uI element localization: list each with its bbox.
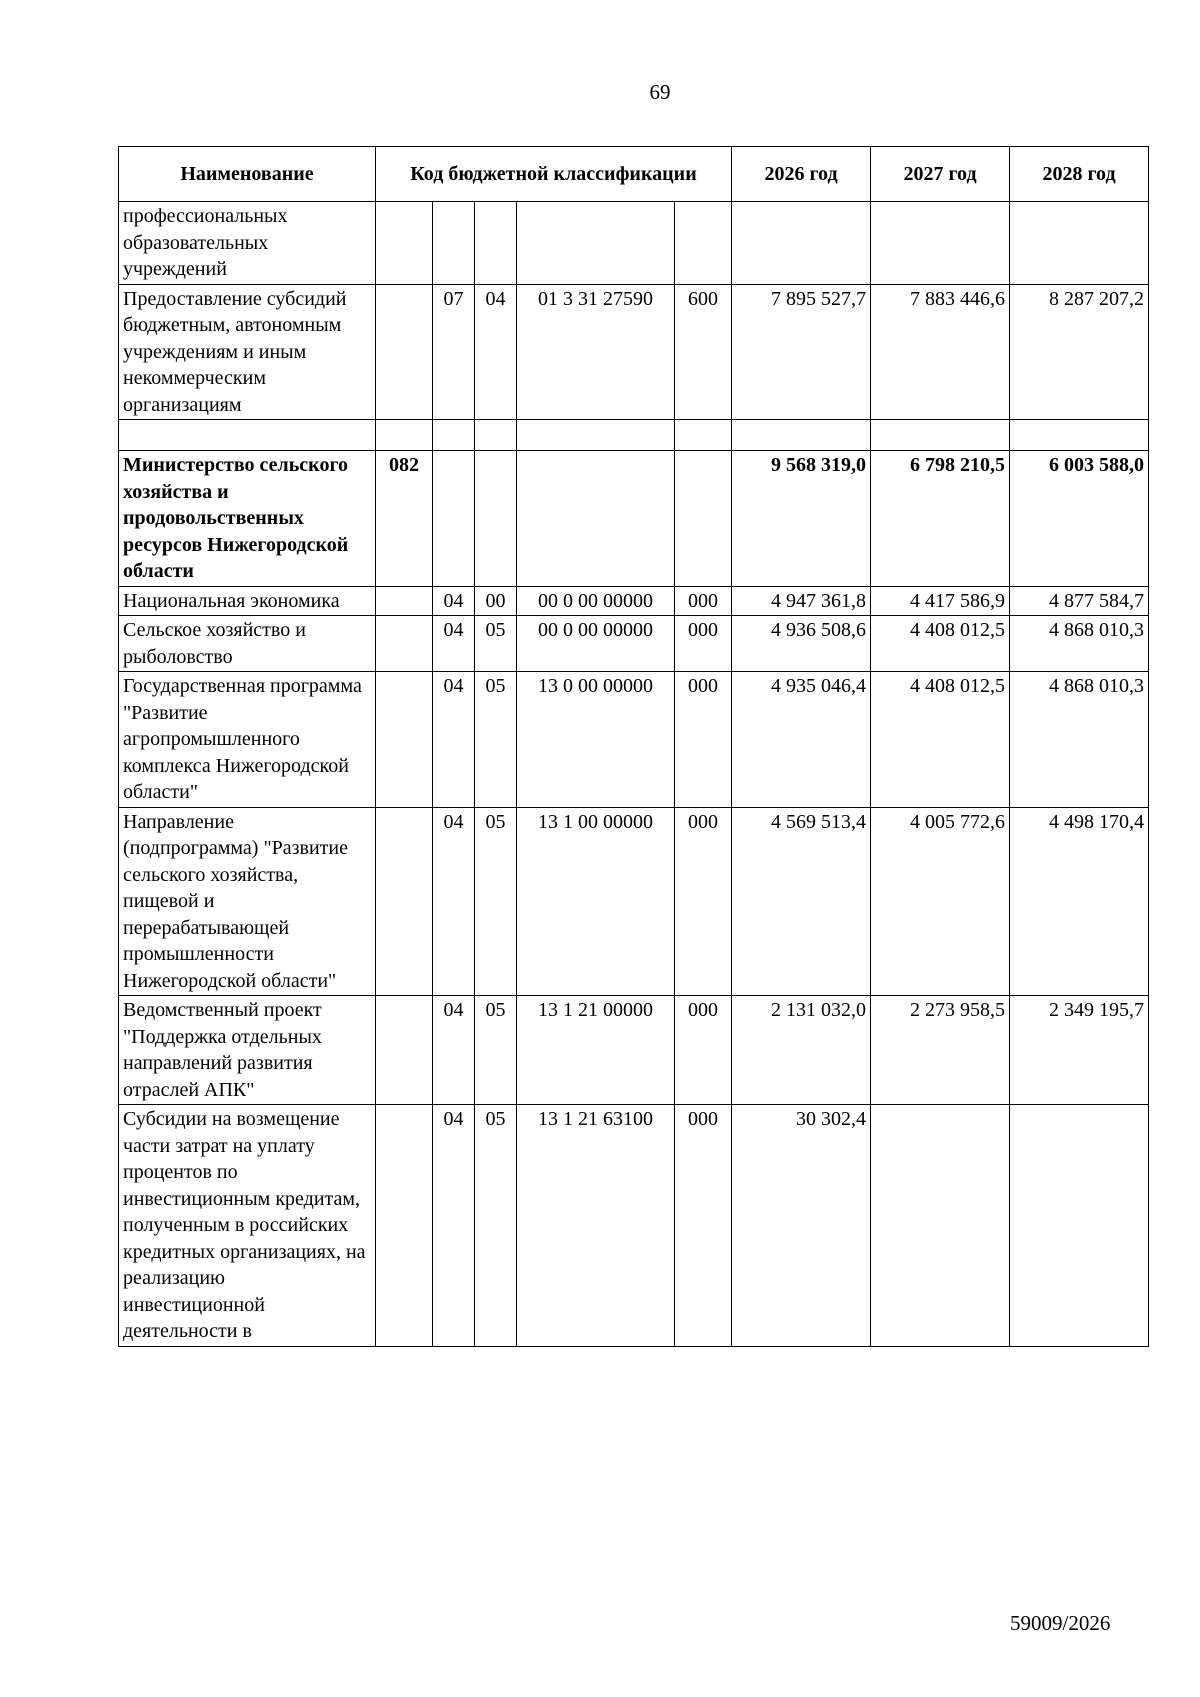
row-pr: 05 [475, 672, 517, 808]
row-2028: 6 003 588,0 [1010, 451, 1149, 587]
row-name: Государственная программа "Развитие агропромышленного комплекса Нижегородской области" [119, 672, 376, 808]
row-rz: 04 [433, 616, 475, 672]
row-name: Сельское хозяйство и рыболовство [119, 616, 376, 672]
row-2028 [1010, 420, 1149, 451]
row-ved [376, 586, 433, 616]
row-2028: 4 868 010,3 [1010, 672, 1149, 808]
row-rz [433, 451, 475, 587]
header-name: Наименование [119, 147, 376, 202]
row-2028: 4 877 584,7 [1010, 586, 1149, 616]
row-2026: 7 895 527,7 [732, 284, 871, 420]
row-2027: 4 408 012,5 [871, 616, 1010, 672]
row-2028 [1010, 202, 1149, 285]
row-2027: 2 273 958,5 [871, 996, 1010, 1105]
row-name: Национальная экономика [119, 586, 376, 616]
row-2028: 4 868 010,3 [1010, 616, 1149, 672]
row-vr: 000 [675, 586, 732, 616]
row-2026 [732, 202, 871, 285]
row-rz: 04 [433, 807, 475, 996]
row-vr: 000 [675, 996, 732, 1105]
row-vr: 600 [675, 284, 732, 420]
row-2027: 7 883 446,6 [871, 284, 1010, 420]
row-2027: 4 417 586,9 [871, 586, 1010, 616]
row-ved: 082 [376, 451, 433, 587]
row-pr [475, 420, 517, 451]
row-rz: 07 [433, 284, 475, 420]
row-2026: 4 935 046,4 [732, 672, 871, 808]
header-code: Код бюджетной классификации [376, 147, 732, 202]
header-2027: 2027 год [871, 147, 1010, 202]
row-ved [376, 202, 433, 285]
row-vr [675, 202, 732, 285]
row-rz: 04 [433, 672, 475, 808]
row-2028: 2 349 195,7 [1010, 996, 1149, 1105]
row-pr: 05 [475, 807, 517, 996]
row-2027: 4 005 772,6 [871, 807, 1010, 996]
table-row [119, 586, 1149, 616]
row-vr: 000 [675, 616, 732, 672]
row-rz [433, 420, 475, 451]
budget-table [118, 146, 1149, 1347]
row-2027 [871, 420, 1010, 451]
row-2026: 4 947 361,8 [732, 586, 871, 616]
table-row [119, 807, 1149, 996]
row-csr [517, 451, 675, 587]
row-ved [376, 420, 433, 451]
row-name: Субсидии на возмещение части затрат на уплату процентов по инвестиционным кредитам, полученным в российских кредитных организациях, на реализацию инвестиционной деятельности в [119, 1105, 376, 1347]
table-row [119, 672, 1149, 808]
row-ved [376, 672, 433, 808]
row-2027 [871, 1105, 1010, 1347]
row-csr [517, 202, 675, 285]
row-csr: 00 0 00 00000 [517, 616, 675, 672]
row-pr: 05 [475, 1105, 517, 1347]
row-2026: 4 569 513,4 [732, 807, 871, 996]
table-row-blank [119, 420, 1149, 451]
row-csr: 13 1 21 00000 [517, 996, 675, 1105]
document-id: 59009/2026 [1010, 1611, 1111, 1635]
row-vr [675, 451, 732, 587]
row-2028: 4 498 170,4 [1010, 807, 1149, 996]
table-row [119, 202, 1149, 285]
row-pr: 04 [475, 284, 517, 420]
row-2026: 30 302,4 [732, 1105, 871, 1347]
row-name: профессиональных образовательных учреждений [119, 202, 376, 285]
row-pr: 05 [475, 616, 517, 672]
header-2028: 2028 год [1010, 147, 1149, 202]
row-2026: 2 131 032,0 [732, 996, 871, 1105]
row-pr: 00 [475, 586, 517, 616]
row-pr [475, 451, 517, 587]
row-rz: 04 [433, 1105, 475, 1347]
row-name: Предоставление субсидий бюджетным, автономным учреждениям и иным некоммерческим организациям [119, 284, 376, 420]
row-ved [376, 996, 433, 1105]
table-row [119, 284, 1149, 420]
row-name: Министерство сельского хозяйства и продовольственных ресурсов Нижегородской области [119, 451, 376, 587]
row-csr: 00 0 00 00000 [517, 586, 675, 616]
table-row [119, 996, 1149, 1105]
row-name: Ведомственный проект "Поддержка отдельных направлений развития отраслей АПК" [119, 996, 376, 1105]
row-csr [517, 420, 675, 451]
row-vr: 000 [675, 1105, 732, 1347]
row-vr: 000 [675, 807, 732, 996]
row-2027 [871, 202, 1010, 285]
row-2027: 6 798 210,5 [871, 451, 1010, 587]
row-ved [376, 616, 433, 672]
row-vr: 000 [675, 672, 732, 808]
row-pr: 05 [475, 996, 517, 1105]
row-rz: 04 [433, 996, 475, 1105]
row-csr: 13 1 21 63100 [517, 1105, 675, 1347]
row-2027: 4 408 012,5 [871, 672, 1010, 808]
row-name: Направление (подпрограмма) "Развитие сельского хозяйства, пищевой и перерабатывающей промышленности Нижегородской области" [119, 807, 376, 996]
row-2028 [1010, 1105, 1149, 1347]
row-2026 [732, 420, 871, 451]
table-row-ministry [119, 451, 1149, 587]
row-ved [376, 1105, 433, 1347]
table-row [119, 1105, 1149, 1347]
row-pr [475, 202, 517, 285]
row-csr: 13 1 00 00000 [517, 807, 675, 996]
header-2026: 2026 год [732, 147, 871, 202]
row-2026: 9 568 319,0 [732, 451, 871, 587]
page-number: 69 [649, 80, 671, 104]
row-2026: 4 936 508,6 [732, 616, 871, 672]
table-row [119, 616, 1149, 672]
row-csr: 01 3 31 27590 [517, 284, 675, 420]
row-vr [675, 420, 732, 451]
row-rz: 04 [433, 586, 475, 616]
row-ved [376, 284, 433, 420]
row-rz [433, 202, 475, 285]
row-ved [376, 807, 433, 996]
row-csr: 13 0 00 00000 [517, 672, 675, 808]
row-2028: 8 287 207,2 [1010, 284, 1149, 420]
table-header-row [119, 147, 1149, 202]
row-name [119, 420, 376, 451]
